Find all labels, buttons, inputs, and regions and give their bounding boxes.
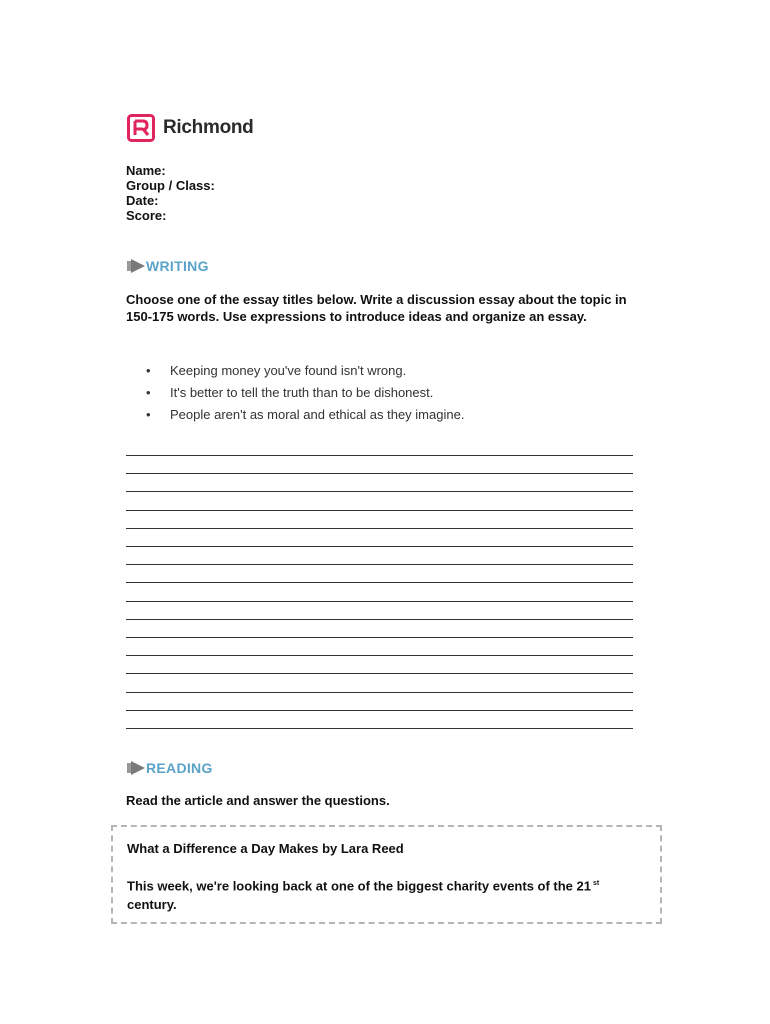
richmond-logo-icon: [127, 114, 155, 142]
answer-line: [126, 601, 633, 602]
article-intro-continued: century.: [127, 897, 177, 913]
answer-line: [126, 546, 633, 547]
play-arrow-icon: [127, 259, 147, 273]
answer-line: [126, 619, 633, 620]
writing-instructions: Choose one of the essay titles below. Write a discussion essay about the topic in 150-175 words. Use expressions to introduce ideas and organize an essay.: [126, 292, 627, 324]
score-field-label: Score:: [126, 208, 167, 223]
name-field-label: Name:: [126, 163, 166, 178]
list-item: • Keeping money you've found isn't wrong.: [126, 362, 464, 384]
student-info: [126, 163, 215, 223]
group-class-field-label: Group / Class:: [126, 178, 215, 193]
date-field-label: Date:: [126, 193, 159, 208]
reading-heading: [127, 760, 213, 776]
answer-line: [126, 692, 633, 693]
play-arrow-icon: [127, 761, 147, 775]
answer-line: [126, 473, 633, 474]
writing-heading: [127, 258, 209, 274]
brand-name: Richmond: [163, 117, 254, 138]
list-item: • People aren't as moral and ethical as they imagine.: [126, 406, 464, 428]
answer-line: [126, 637, 633, 638]
article-intro: [127, 874, 647, 914]
ordinal-suffix: st: [593, 880, 600, 887]
answer-line: [126, 510, 633, 511]
article-box: [111, 825, 662, 924]
list-item: • It's better to tell the truth than to be dishonest.: [126, 384, 464, 406]
answer-line: [126, 728, 633, 729]
answer-line: [126, 710, 633, 711]
reading-heading-label: READING: [146, 760, 213, 776]
article-title: What a Difference a Day Makes by Lara Reed: [127, 841, 404, 856]
richmond-logo: [127, 114, 254, 142]
answer-line: [126, 528, 633, 529]
article-intro-text: This week, we're looking back at one of the biggest charity events of the 21: [127, 878, 591, 894]
answer-line: [126, 673, 633, 674]
answer-line: [126, 655, 633, 656]
answer-line: [126, 582, 633, 583]
writing-heading-label: WRITING: [146, 258, 209, 274]
answer-line: [126, 455, 633, 456]
essay-title-list: [126, 362, 464, 428]
answer-line: [126, 491, 633, 492]
answer-line: [126, 564, 633, 565]
reading-instructions: Read the article and answer the questions.: [126, 793, 390, 808]
